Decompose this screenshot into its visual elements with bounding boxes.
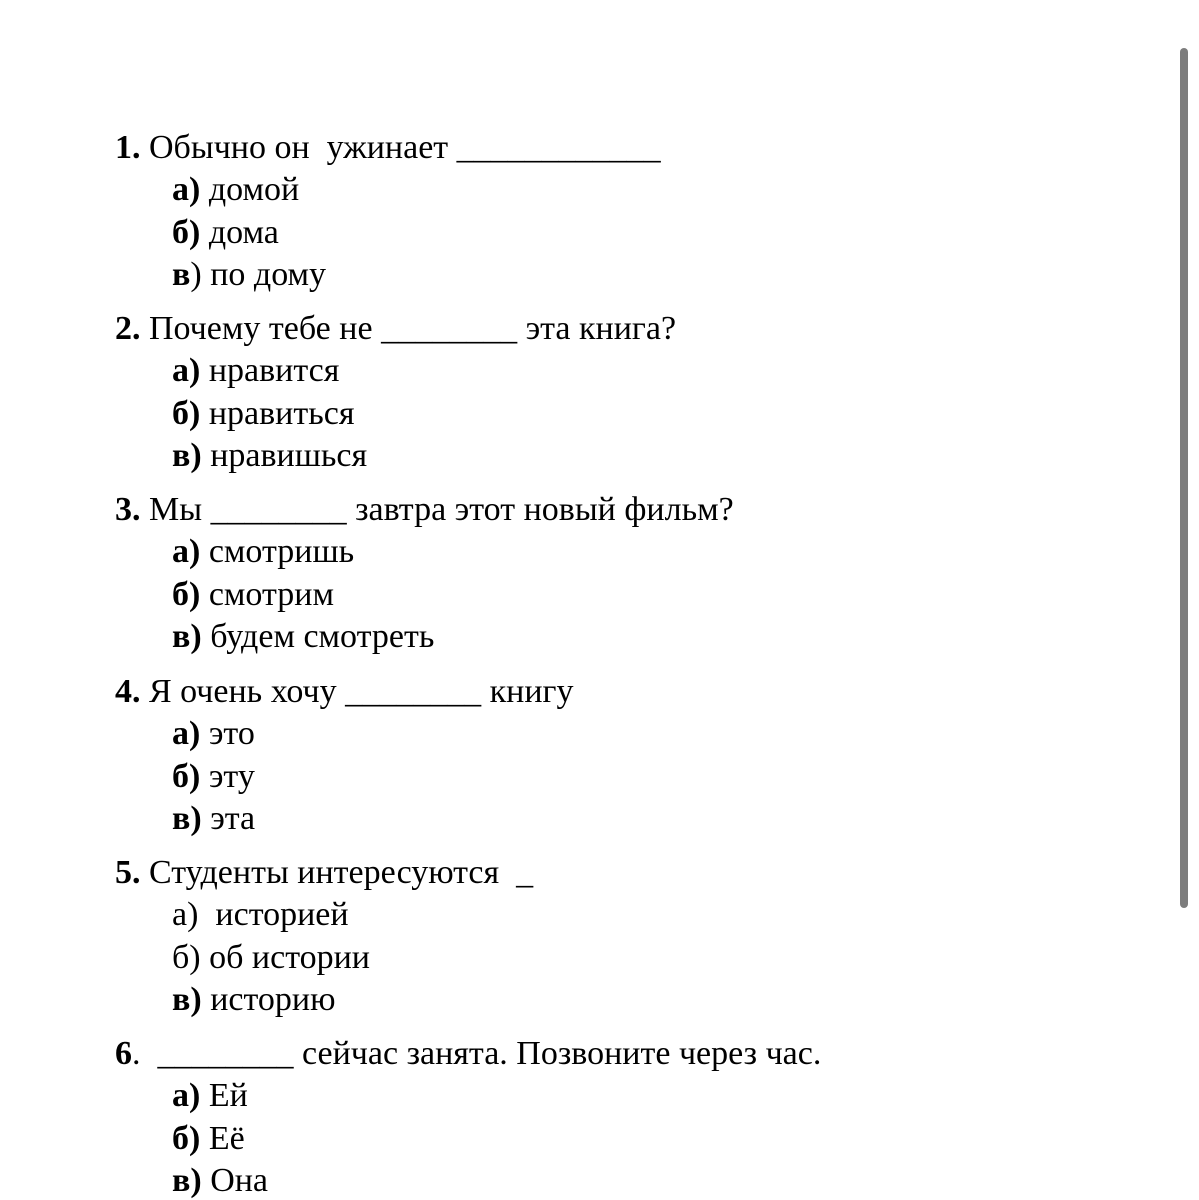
option-b <box>115 393 1115 435</box>
question-text-after: сейчас занята. Позвоните через час. <box>293 1035 822 1072</box>
answer-blank: ________ <box>210 491 347 528</box>
option-letter: а) <box>172 715 201 753</box>
option-text: ) по дому <box>190 256 327 294</box>
option-letter: б) <box>172 1119 201 1157</box>
question-stem <box>115 308 1115 350</box>
question-number: 4. <box>115 673 141 710</box>
option-text: смотрим <box>200 575 334 613</box>
option-text: историю <box>201 981 336 1019</box>
option-letter: а) <box>172 533 201 571</box>
option-a <box>115 169 1115 211</box>
option-letter: в) <box>172 437 202 475</box>
question-number: 5. <box>115 854 141 891</box>
question-5 <box>115 852 1115 1022</box>
option-text: б) об истории <box>172 938 371 976</box>
option-text: а) историей <box>172 896 349 934</box>
option-text: смотришь <box>200 533 355 571</box>
question-number: 2. <box>115 310 141 347</box>
option-letter: б) <box>172 757 201 795</box>
answer-blank: ________ <box>381 310 518 347</box>
option-c <box>115 616 1115 658</box>
question-text-before: Обычно он ужинает <box>140 129 457 166</box>
question-6 <box>115 1033 1115 1200</box>
question-text-before: Студенты интересуются <box>140 854 517 891</box>
option-a <box>115 894 1115 936</box>
option-letter: б) <box>172 575 201 613</box>
option-letter: б) <box>172 394 201 432</box>
option-a <box>115 350 1115 392</box>
option-text: эту <box>200 757 255 795</box>
option-letter: а) <box>172 352 201 390</box>
option-text: нравится <box>200 352 340 390</box>
option-letter: в) <box>172 800 202 838</box>
question-stem <box>115 489 1115 531</box>
option-b <box>115 212 1115 254</box>
option-text: будем смотреть <box>201 618 435 656</box>
question-text-before: . <box>132 1035 158 1072</box>
option-letter: б) <box>172 213 201 251</box>
option-letter: а) <box>172 171 201 209</box>
option-letter: а) <box>172 1077 201 1115</box>
question-number: 6 <box>115 1035 132 1072</box>
option-text: Её <box>200 1119 245 1157</box>
question-text-before: Мы <box>140 491 211 528</box>
question-stem <box>115 671 1115 713</box>
option-text: Она <box>201 1162 269 1200</box>
option-a <box>115 1075 1115 1117</box>
question-3 <box>115 489 1115 659</box>
question-1 <box>115 127 1115 297</box>
question-text-after: эта книга? <box>517 310 677 347</box>
option-text: это <box>200 715 255 753</box>
answer-blank: _ <box>516 854 534 891</box>
option-text: Ей <box>200 1077 248 1115</box>
option-b <box>115 756 1115 798</box>
option-b <box>115 574 1115 616</box>
option-text: нравишься <box>201 437 368 475</box>
question-text-before: Я очень хочу <box>140 673 346 710</box>
question-stem <box>115 127 1115 169</box>
question-number: 1. <box>115 129 141 166</box>
option-b <box>115 1118 1115 1160</box>
question-number: 3. <box>115 491 141 528</box>
option-c <box>115 254 1115 296</box>
question-text-after: книгу <box>481 673 574 710</box>
option-c <box>115 979 1115 1021</box>
option-a <box>115 713 1115 755</box>
answer-blank: ________ <box>157 1035 294 1072</box>
question-2 <box>115 308 1115 478</box>
option-a <box>115 531 1115 573</box>
vertical-scrollbar[interactable] <box>1180 48 1188 908</box>
question-stem <box>115 1033 1115 1075</box>
question-text-before: Почему тебе не <box>140 310 382 347</box>
option-text: нравиться <box>200 394 355 432</box>
option-text: дома <box>200 213 279 251</box>
option-c <box>115 798 1115 840</box>
option-letter: в) <box>172 1162 202 1200</box>
option-b <box>115 937 1115 979</box>
option-letter: в) <box>172 618 202 656</box>
option-c <box>115 1160 1115 1200</box>
option-c <box>115 435 1115 477</box>
option-letter: в <box>172 256 191 294</box>
option-text: домой <box>200 171 300 209</box>
answer-blank: ____________ <box>456 129 661 166</box>
question-text-after: завтра этот новый фильм? <box>346 491 734 528</box>
question-stem <box>115 852 1115 894</box>
option-text: эта <box>201 800 256 838</box>
question-4 <box>115 671 1115 841</box>
answer-blank: ________ <box>345 673 482 710</box>
option-letter: в) <box>172 981 202 1019</box>
